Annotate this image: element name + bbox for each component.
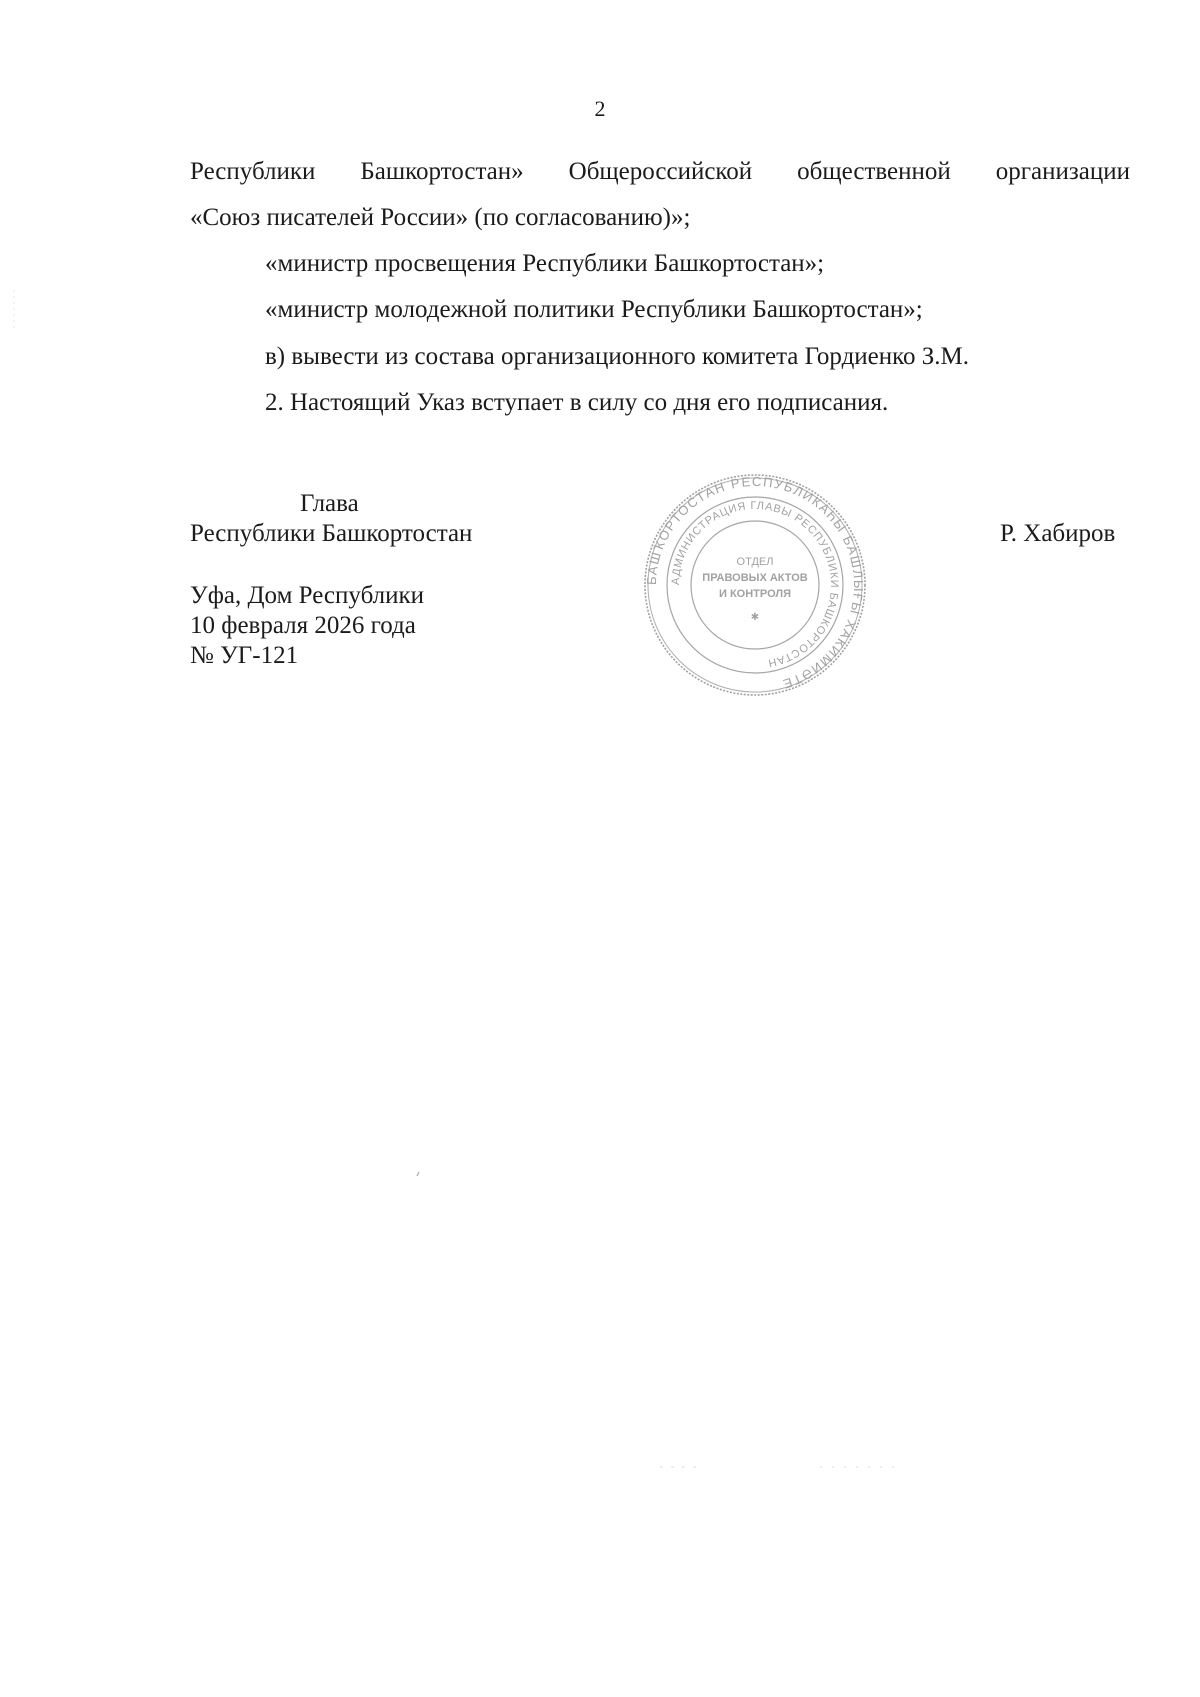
stamp-outer-text: БАШҠОРТОСТАН РЕСПУБЛИКАҺЫ БАШЛЫҒЫ ХАКИМИӘТЕ [643, 473, 867, 693]
stamp-star-icon: ✱ [750, 612, 760, 623]
document-number: № УГ-121 [190, 642, 299, 669]
document-place: Уфа, Дом Республики [190, 582, 425, 609]
stamp-center-line-3: И КОНТРОЛЯ [719, 588, 791, 600]
word: организации [995, 158, 1130, 185]
body-line-6: 2. Настоящий Указ вступает в силу со дня его подписания. [265, 389, 889, 416]
body-line-4: «министр молодежной политики Республики Башкортостан»; [265, 296, 923, 323]
word: общественной [797, 158, 951, 185]
body-line-5: в) вывести из состава организационного комитета Гордиенко З.М. [265, 343, 970, 370]
stamp-inner-text: АДМИНИСТРАЦИЯ ГЛАВЫ РЕСПУБЛИКИ БАШКОРТОСТАН [669, 499, 841, 669]
word: Башкортостан» [360, 158, 524, 185]
stamp-center-line-1: ОТДЕЛ [736, 556, 774, 568]
page-number: 2 [594, 96, 606, 121]
signatory-office: Республики Башкортостан [190, 520, 473, 547]
stamp-center-line-2: ПРАВОВЫХ АКТОВ [702, 572, 808, 584]
scan-speck [417, 1172, 419, 1176]
word: Республики [190, 158, 316, 185]
word: Общероссийской [568, 158, 753, 185]
body-line-2: «Союз писателей России» (по согласованию)»; [190, 204, 691, 231]
body-line-3: «министр просвещения Республики Башкортостан»; [265, 250, 825, 277]
signatory-title: Глава [300, 490, 359, 517]
signatory-name: Р. Хабиров [1000, 520, 1116, 547]
document-date: 10 февраля 2026 года [190, 612, 416, 639]
